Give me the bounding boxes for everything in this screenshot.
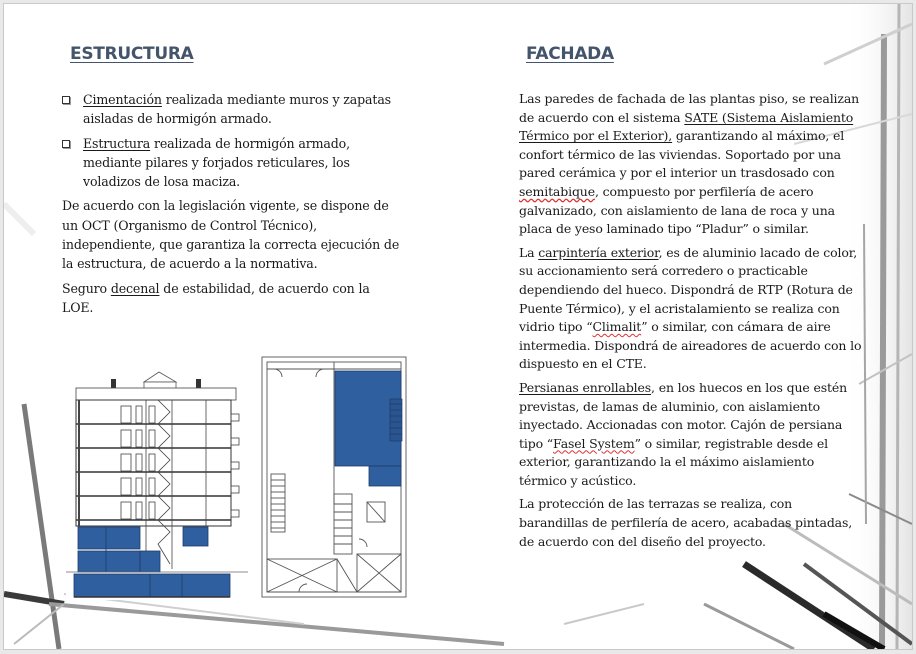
text: La	[519, 244, 539, 260]
term-carpinteria: carpintería exterior	[538, 244, 659, 260]
term-cimentacion: Cimentación	[83, 92, 162, 107]
seguro-text: Seguro	[62, 280, 111, 296]
fachada-body	[519, 90, 864, 556]
checkbox-bullet-icon	[62, 140, 70, 148]
floor-plan-drawing	[259, 354, 409, 600]
section-title-estructura: ESTRUCTURA	[70, 44, 194, 64]
text: ” o similar, registrable desde el exterior, garantizando la el máximo aislamiento térmico y acústico.	[519, 435, 828, 488]
checkbox-bullet-icon	[62, 96, 70, 104]
term-semitabique: semitabique	[519, 183, 595, 199]
slide-page	[3, 3, 913, 650]
paragraph-sate	[519, 90, 864, 239]
term-climalit: Climalit	[592, 319, 642, 335]
bullet-text: realizada mediante muros y zapatas aisladas de hormigón armado.	[83, 92, 391, 127]
term-decenal: decenal	[110, 280, 160, 296]
paragraph-oct: De acuerdo con la legislación vigente, se dispone de un OCT (Organismo de Control Técnico), independiente, que garantiza la correcta ejecución de la estructura, de acuerdo a la normativa.	[62, 198, 400, 272]
bullet-item-estructura	[62, 134, 402, 192]
text: ” o similar, con cámara de aire intermedia. Dispondrá de aireadores de acuerdo con lo dispuesto en el CTE.	[519, 319, 862, 372]
text: , compuesto por perfilería de acero galvanizado, con aislamiento de lana de roca y una placa de yeso laminado tipo “Pladur” o similar.	[519, 183, 835, 237]
term-fasel-system: Fasel System	[553, 435, 635, 451]
building-section-drawing	[66, 364, 248, 600]
text: , es de aluminio lacado de color, su accionamiento será corredero o practicable dependiendo del hueco. Dispondrá de RTP (Rotura de Puente Térmico), y el acristalamiento se realiza con vidrio tipo “	[519, 244, 858, 335]
section-title-fachada: FACHADA	[526, 44, 614, 64]
paragraph-terrazas: La protección de las terrazas se realiza, con barandillas de perfilería de acero, acabadas pintadas, de acuerdo con del diseño del proyecto.	[519, 496, 853, 549]
paragraph-carpinteria	[519, 244, 864, 374]
paragraph-persianas	[519, 379, 864, 491]
text: Las paredes de fachada de las plantas piso, se realizan de acuerdo con el sistema	[519, 91, 860, 125]
estructura-body	[62, 90, 402, 322]
seguro-text-end: de estabilidad, de acuerdo con la LOE.	[62, 280, 370, 315]
bullet-text: realizada de hormigón armado, mediante pilares y forjados reticulares, los voladizos de losa maciza.	[83, 135, 350, 190]
term-persianas: Persianas enrollables	[519, 379, 652, 395]
term-estructura: Estructura	[83, 135, 151, 151]
text: garantizando al máximo, el confort térmico de las viviendas. Soportado por una pared cerámica y por el interior un trasdosado con	[519, 128, 845, 181]
term-sate: SATE (Sistema Aislamiento Térmico por el Exterior),	[519, 109, 854, 144]
text: , en los huecos en los que estén previstas, de lamas de aluminio, con aislamiento inyectado. Accionadas con motor. Cajón de persiana tipo “	[519, 379, 847, 451]
bullet-item-cimentacion	[62, 90, 402, 129]
paragraph-seguro	[62, 279, 402, 318]
